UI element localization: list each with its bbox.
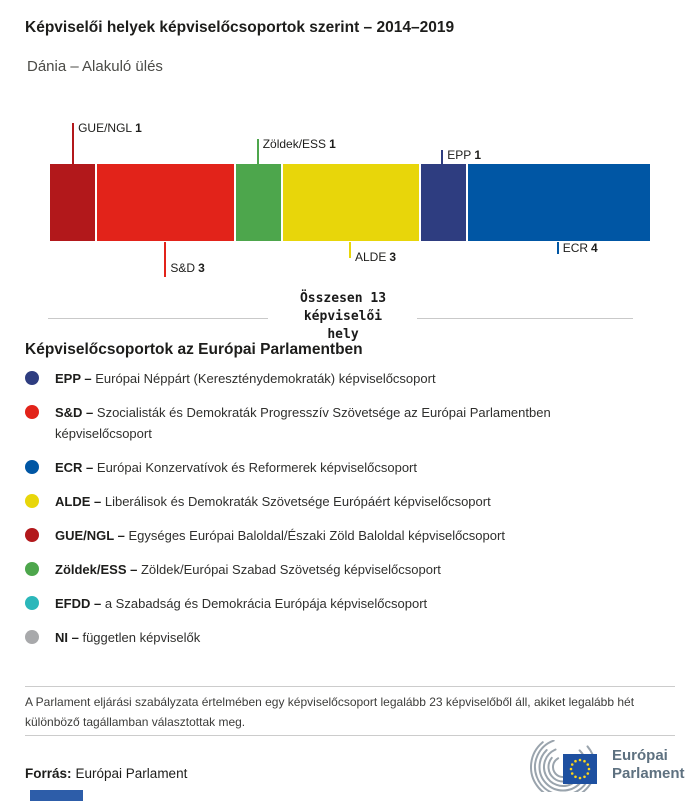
legend-item-s-d	[25, 402, 680, 444]
legend-item-ecr	[25, 457, 680, 478]
callout-group-name: ECR	[562, 241, 589, 255]
callout-seat-count: 1	[474, 148, 481, 162]
callout-group-name: EPP	[447, 148, 472, 162]
legend-color-dot-icon	[25, 562, 39, 576]
page-title: Képviselői helyek képviselőcsoportok szerint – 2014–2019	[25, 19, 455, 36]
cropped-bottom-bar	[30, 790, 83, 801]
footnote-text: A Parlament eljárási szabályzata értelmében egy képviselőcsoport legalább 23 képviselőből áll, akiket legalább hét különböző tagállamban választottak meg.	[25, 695, 635, 729]
legend-item-efdd	[25, 593, 680, 614]
source-divider	[25, 735, 675, 736]
callout-group-name: Zöldek/ESS	[262, 137, 327, 151]
legend-item-abbr: Zöldek/ESS –	[55, 562, 141, 577]
total-seats-label: Összesen 13 képviselői hely	[299, 291, 387, 342]
callout-seat-count: 4	[591, 241, 598, 255]
bar-segment-alde	[283, 164, 419, 241]
logo-text-line2: Parlament	[612, 765, 685, 782]
logo-text-line1: Európai	[612, 747, 668, 764]
eu-flag-icon	[563, 754, 597, 784]
callout-seat-count: 3	[389, 250, 397, 264]
callout-group-name: GUE/NGL	[78, 121, 133, 135]
legend	[25, 368, 680, 661]
legend-color-dot-icon	[25, 405, 39, 419]
callout-line-z-ldek-ess	[257, 139, 259, 164]
legend-item-text: NI – független képviselők	[55, 630, 201, 645]
legend-item-abbr: ECR –	[55, 460, 97, 475]
callout-label-ecr	[563, 241, 598, 255]
callout-label-s-d	[170, 261, 204, 275]
callout-label-gue-ngl	[78, 121, 142, 135]
legend-item-abbr: ALDE –	[55, 494, 105, 509]
legend-item-text: EFDD – a Szabadság és Demokrácia Európája képviselőcsoport	[55, 596, 428, 611]
legend-item-alde	[25, 491, 680, 512]
legend-item-text: Zöldek/ESS – Zöldek/Európai Szabad Szövetség képviselőcsoport	[55, 562, 441, 577]
legend-item-abbr: NI –	[55, 630, 83, 645]
legend-item-text: ALDE – Liberálisok és Demokraták Szövetsége Európáért képviselőcsoport	[55, 494, 491, 509]
callout-seat-count: 1	[329, 137, 336, 151]
source-label: Forrás:	[25, 766, 72, 781]
source-line	[25, 766, 187, 781]
footnote-divider	[25, 686, 675, 687]
seat-distribution-bar	[50, 164, 650, 241]
bar-segment-ecr	[468, 164, 650, 241]
callout-group-name: ALDE	[355, 250, 387, 264]
bar-segment-z-ldek-ess	[236, 164, 281, 241]
legend-color-dot-icon	[25, 630, 39, 644]
european-parliament-logo-icon	[530, 740, 610, 792]
callout-seat-count: 1	[135, 121, 142, 135]
bar-segment-gue-ngl	[50, 164, 95, 241]
total-divider-left	[48, 318, 268, 319]
legend-item-epp	[25, 368, 680, 389]
legend-item-ni	[25, 627, 680, 648]
legend-item-text: S&D – Szocialisták és Demokraták Progresszív Szövetsége az Európai Parlamentben képviselőcsoport	[55, 405, 551, 441]
callout-line-s-d	[164, 242, 166, 277]
european-parliament-logo-text	[612, 747, 685, 783]
callout-line-ecr	[557, 242, 559, 254]
legend-item-gue-ngl	[25, 525, 680, 546]
callout-line-gue-ngl	[72, 123, 74, 164]
legend-color-dot-icon	[25, 460, 39, 474]
legend-item-text: EPP – Európai Néppárt (Kereszténydemokraták) képviselőcsoport	[55, 371, 436, 386]
callout-seat-count: 3	[198, 261, 205, 275]
bar-segment-epp	[421, 164, 466, 241]
legend-item-text: GUE/NGL – Egységes Európai Baloldal/Északi Zöld Baloldal képviselőcsoport	[55, 528, 505, 543]
bar-segment-s-d	[97, 164, 233, 241]
callout-label-z-ldek-ess	[263, 137, 336, 151]
legend-heading: Képviselőcsoportok az Európai Parlamentben	[25, 341, 363, 358]
legend-item-abbr: EFDD –	[55, 596, 105, 611]
legend-color-dot-icon	[25, 528, 39, 542]
total-divider-right	[417, 318, 633, 319]
legend-item-abbr: S&D –	[55, 405, 97, 420]
callout-line-epp	[441, 150, 443, 164]
callout-group-name: S&D	[170, 261, 196, 275]
legend-color-dot-icon	[25, 494, 39, 508]
callout-line-alde	[349, 242, 351, 258]
source-value: Európai Parlament	[75, 766, 188, 781]
legend-color-dot-icon	[25, 596, 39, 610]
legend-item-abbr: EPP –	[55, 371, 96, 386]
legend-item-abbr: GUE/NGL –	[55, 528, 129, 543]
legend-color-dot-icon	[25, 371, 39, 385]
legend-item-text: ECR – Európai Konzervatívok és Reformerek képviselőcsoport	[55, 460, 417, 475]
callout-label-alde	[355, 250, 396, 264]
callout-label-epp	[447, 148, 481, 162]
page-subtitle: Dánia – Alakuló ülés	[27, 58, 163, 75]
legend-item-z-ldek-ess	[25, 559, 680, 580]
